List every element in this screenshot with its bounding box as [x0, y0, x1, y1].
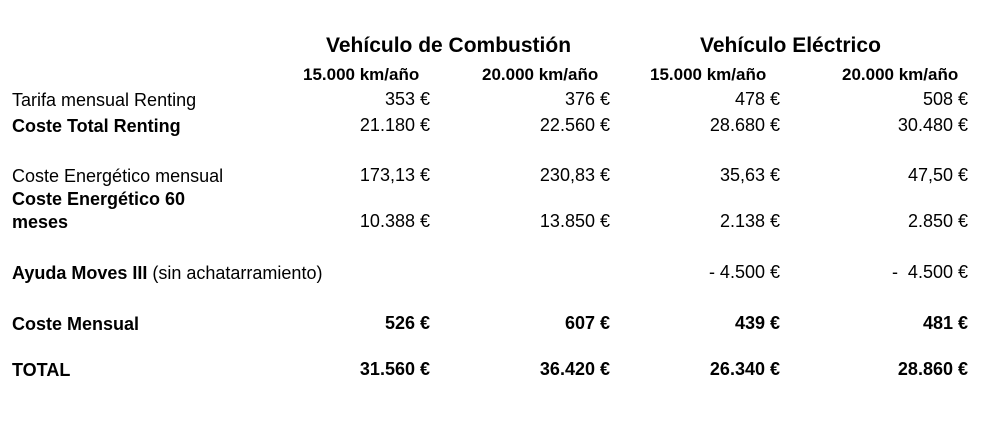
cell-ayuda-c4: - 4.500 € — [891, 262, 968, 282]
cell-tarifa-c3: 478 € — [734, 89, 780, 109]
cell-total-c3: 26.340 € — [709, 359, 780, 379]
subheader-electric-15000: 15.000 km/año — [650, 65, 767, 84]
row-label-total: TOTAL — [12, 360, 71, 380]
cell-coste-energetico-60-c4: 2.850 € — [907, 211, 968, 231]
cell-coste-energetico-60-c2: 13.850 € — [539, 211, 610, 231]
row-label-coste-energetico-mensual: Coste Energético mensual — [12, 166, 224, 186]
cell-coste-energetico-mensual-c2: 230,83 € — [539, 165, 610, 185]
cell-coste-mensual-c1: 526 € — [384, 313, 430, 333]
header-combustion: Vehículo de Combustión — [326, 34, 572, 57]
row-label-coste-mensual: Coste Mensual — [12, 314, 140, 334]
row-label-tarifa: Tarifa mensual Renting — [12, 90, 197, 110]
cell-coste-total-renting-c4: 30.480 € — [897, 115, 968, 135]
cell-coste-total-renting-c2: 22.560 € — [539, 115, 610, 135]
cell-total-c2: 36.420 € — [539, 359, 610, 379]
cell-tarifa-c2: 376 € — [564, 89, 610, 109]
cell-coste-total-renting-c1: 21.180 € — [359, 115, 430, 135]
subheader-combustion-15000: 15.000 km/año — [303, 65, 420, 84]
cell-tarifa-c4: 508 € — [922, 89, 968, 109]
subheader-combustion-20000: 20.000 km/año — [482, 65, 599, 84]
subheader-electric-20000: 20.000 km/año — [842, 65, 959, 84]
cell-coste-mensual-c4: 481 € — [922, 313, 968, 333]
row-label-coste-energetico-60-line2: meses — [12, 212, 69, 232]
cell-coste-energetico-mensual-c1: 173,13 € — [359, 165, 430, 185]
cell-coste-energetico-mensual-c3: 35,63 € — [719, 165, 780, 185]
header-electric: Vehículo Eléctrico — [700, 34, 881, 57]
cell-total-c1: 31.560 € — [359, 359, 430, 379]
row-label-ayuda-title: Ayuda Moves III — [12, 263, 148, 283]
row-label-ayuda-note: (sin achatarramiento) — [147, 263, 323, 283]
cell-coste-total-renting-c3: 28.680 € — [709, 115, 780, 135]
row-label-coste-total-renting: Coste Total Renting — [12, 116, 181, 136]
cell-total-c4: 28.860 € — [897, 359, 968, 379]
row-label-ayuda — [12, 262, 322, 284]
cell-tarifa-c1: 353 € — [384, 89, 430, 109]
cell-coste-mensual-c2: 607 € — [564, 313, 610, 333]
row-label-coste-energetico-60-line1: Coste Energético 60 — [12, 189, 186, 209]
cell-ayuda-c3: - 4.500 € — [708, 262, 780, 282]
cell-coste-energetico-mensual-c4: 47,50 € — [907, 165, 968, 185]
cell-coste-energetico-60-c3: 2.138 € — [719, 211, 780, 231]
cell-coste-mensual-c3: 439 € — [734, 313, 780, 333]
cell-coste-energetico-60-c1: 10.388 € — [359, 211, 430, 231]
